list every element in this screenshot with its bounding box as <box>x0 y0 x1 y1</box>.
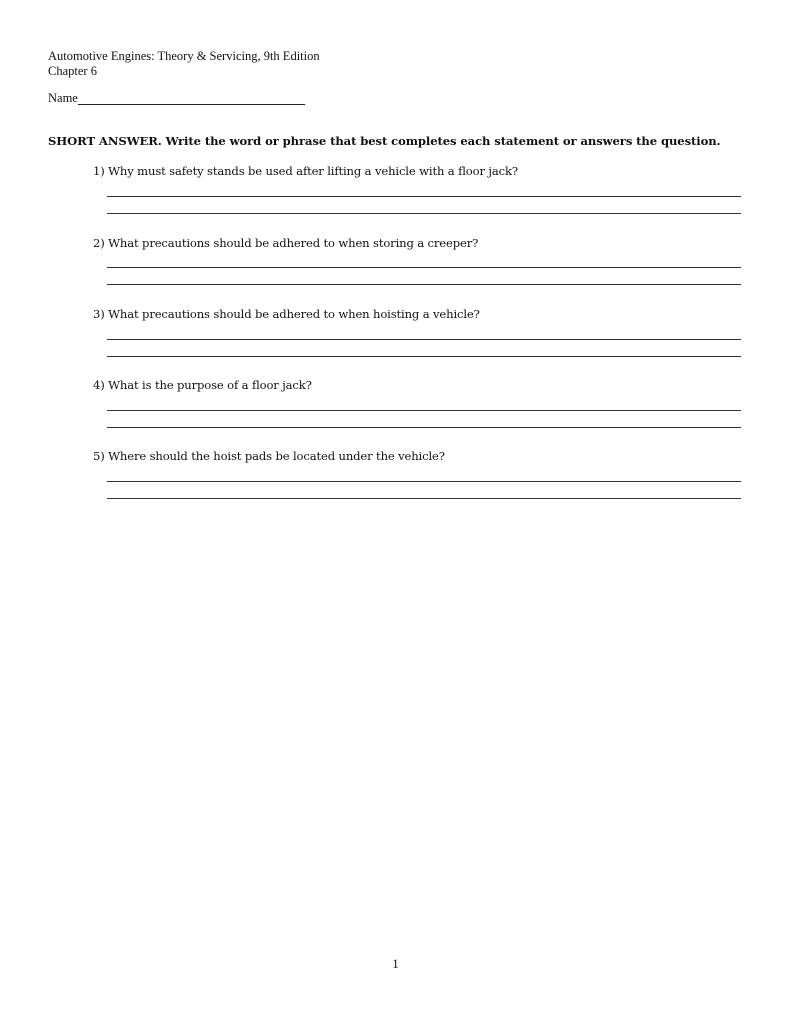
question-4 <box>93 378 312 392</box>
answer-line-4a[interactable] <box>107 410 741 411</box>
question-2 <box>93 236 478 250</box>
book-title: Automotive Engines: Theory & Servicing, 9th Edition <box>48 49 320 63</box>
question-number: 4) <box>93 378 105 392</box>
chapter-label: Chapter 6 <box>48 64 97 78</box>
question-text: Where should the hoist pads be located under the vehicle? <box>108 449 445 463</box>
name-label: Name <box>48 91 78 105</box>
name-field[interactable] <box>78 93 305 105</box>
question-text: Why must safety stands be used after lifting a vehicle with a floor jack? <box>108 164 518 178</box>
answer-line-5a[interactable] <box>107 481 741 482</box>
question-1 <box>93 164 518 178</box>
answer-line-1a[interactable] <box>107 196 741 197</box>
answer-line-2a[interactable] <box>107 267 741 268</box>
question-3 <box>93 307 480 321</box>
question-5 <box>93 449 445 463</box>
question-number: 3) <box>93 307 105 321</box>
question-text: What precautions should be adhered to when storing a creeper? <box>108 236 479 250</box>
answer-line-5b[interactable] <box>107 498 741 499</box>
section-instructions: SHORT ANSWER. Write the word or phrase that best completes each statement or answers the question. <box>48 134 721 148</box>
question-text: What is the purpose of a floor jack? <box>108 378 312 392</box>
page-number: 1 <box>392 957 399 971</box>
question-number: 2) <box>93 236 105 250</box>
answer-line-4b[interactable] <box>107 427 741 428</box>
answer-line-2b[interactable] <box>107 284 741 285</box>
answer-line-3b[interactable] <box>107 356 741 357</box>
question-number: 5) <box>93 449 105 463</box>
question-text: What precautions should be adhered to when hoisting a vehicle? <box>108 307 480 321</box>
answer-line-3a[interactable] <box>107 339 741 340</box>
name-row <box>48 91 305 105</box>
answer-line-1b[interactable] <box>107 213 741 214</box>
question-number: 1) <box>93 164 105 178</box>
